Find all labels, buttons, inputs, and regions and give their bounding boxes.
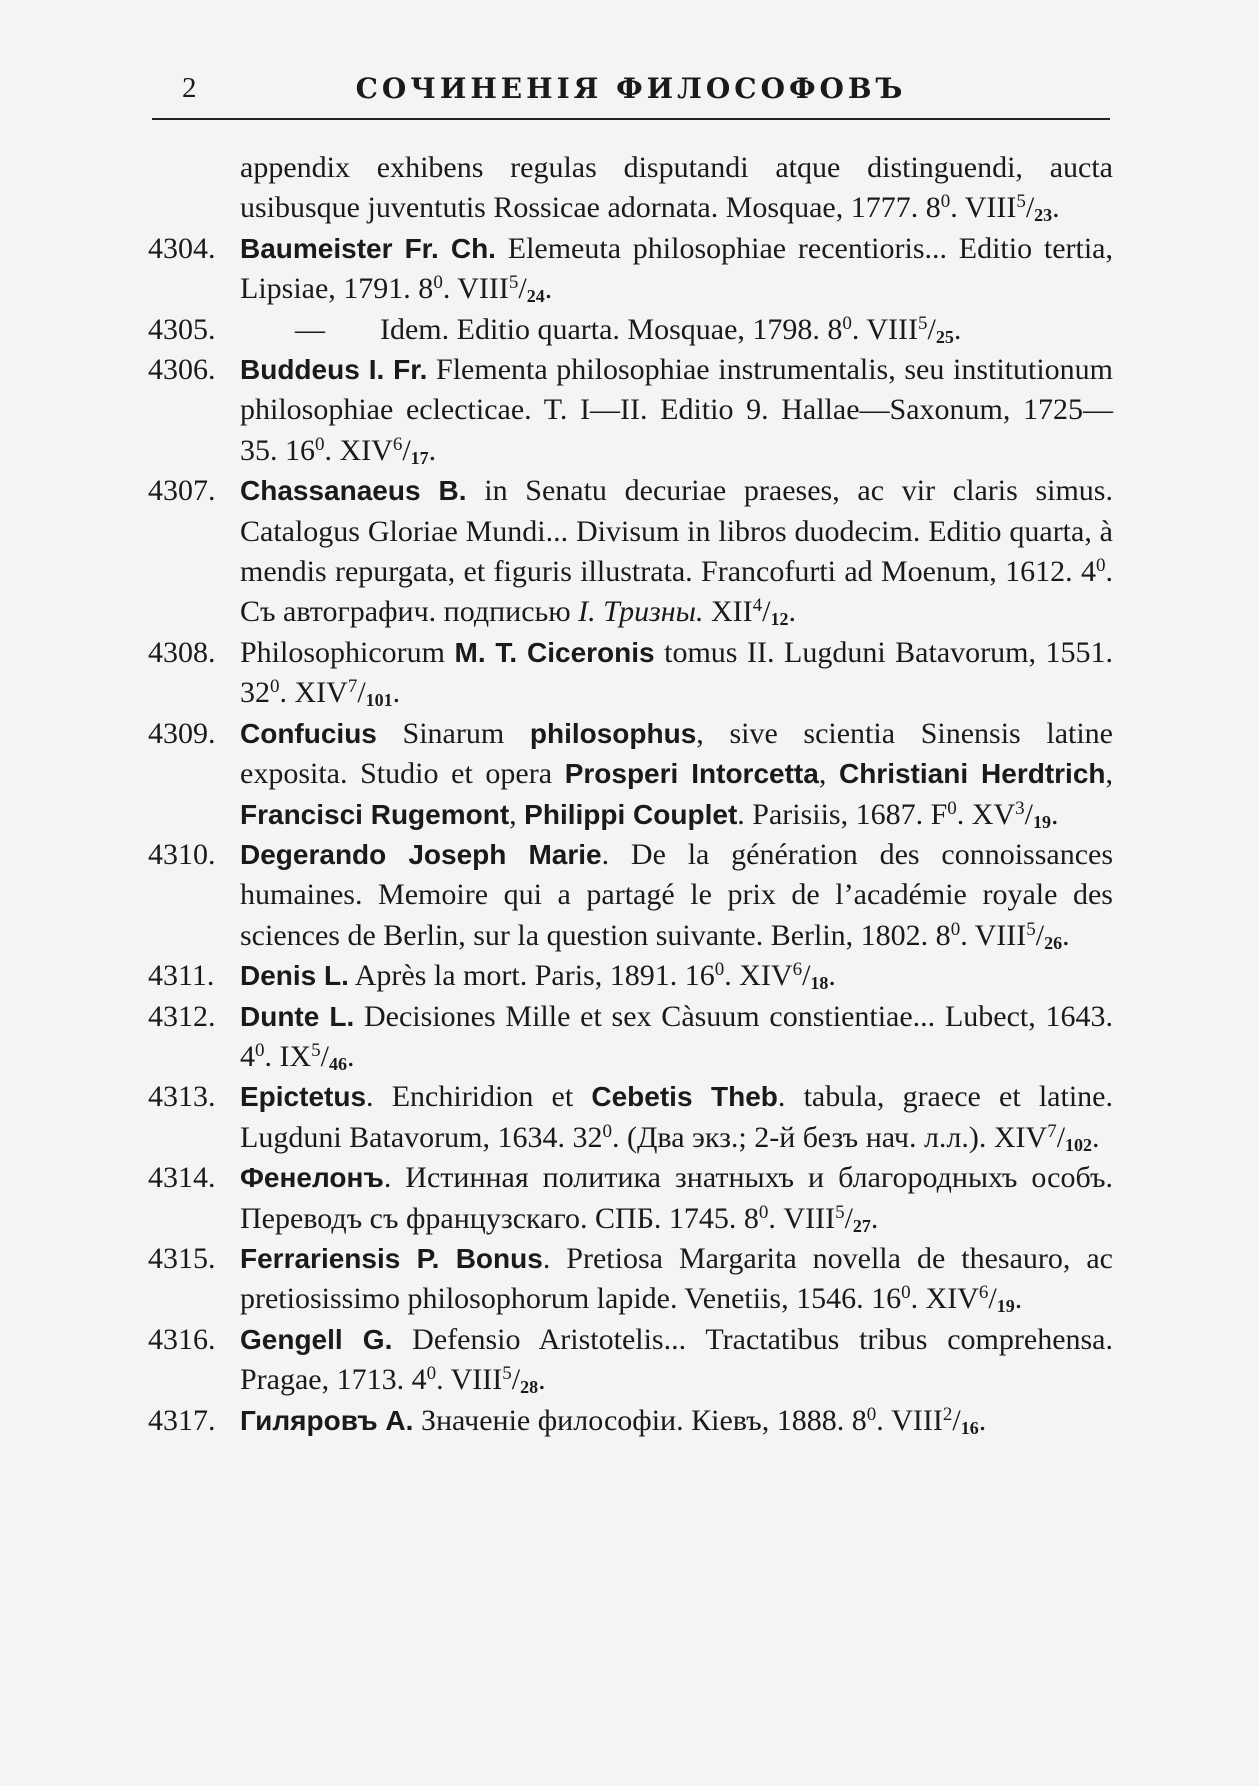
entry-text-segment: I. Тризны. xyxy=(578,595,704,629)
entry-text-segment: . xyxy=(953,312,962,346)
shelf-mark-part: 3 xyxy=(1015,797,1025,819)
catalog-entry xyxy=(148,956,1113,996)
entry-text-segment: . xyxy=(1050,797,1059,831)
catalog-entry xyxy=(148,350,1113,471)
author-name: Prosperi Intorcetta xyxy=(564,758,819,790)
entry-number: 4310. xyxy=(148,837,216,871)
entry-text xyxy=(240,229,1113,310)
entry-number: 4308. xyxy=(148,635,216,669)
catalog-entry xyxy=(148,835,1113,956)
entry-text-segment: / xyxy=(988,1282,997,1316)
entry-number: 4314. xyxy=(148,1161,216,1195)
entry-text-segment: Значеніе философіи. Кіевъ, 1888. 8 xyxy=(413,1403,867,1437)
entry-text-segment: . VIII xyxy=(950,191,1017,225)
shelf-mark-part: 0 xyxy=(602,1120,612,1142)
entry-text xyxy=(240,997,1113,1078)
entry-text-segment: / xyxy=(1056,1120,1066,1154)
shelf-mark-part: 12 xyxy=(770,609,789,630)
entry-text-segment: . (Два экз.; 2-й безъ нач. л.л.). XIV xyxy=(611,1120,1048,1154)
entry-text-segment: . XV xyxy=(956,797,1016,831)
entry-text-segment: . xyxy=(1062,918,1070,952)
catalog-entry xyxy=(148,310,1113,350)
shelf-mark-part: 0 xyxy=(866,1403,877,1425)
entry-text-segment: / xyxy=(802,959,811,993)
entry-text xyxy=(240,714,1113,835)
shelf-mark-part: 7 xyxy=(1047,1120,1057,1142)
entry-text-segment: tomus II. Lugduni Batavorum, 1551. 32 xyxy=(240,635,1113,710)
entry-text xyxy=(240,310,1113,350)
shelf-mark-part: 19 xyxy=(1032,811,1051,832)
shelf-mark-part: 0 xyxy=(940,191,951,213)
entry-text-segment: . Enchiridion et xyxy=(366,1080,592,1114)
author-name: Christiani Herdtrich xyxy=(838,758,1106,790)
entry-text-segment: . tabula, graece et latine. Lugduni Batavorum, 1634. 32 xyxy=(240,1080,1113,1154)
entry-text-segment: / xyxy=(511,1363,521,1397)
entry-text-segment: Decisiones Mille et sex Càsuum constientiae... Lubect, 1643. 4 xyxy=(240,999,1113,1073)
entry-text-segment: . xyxy=(1014,1282,1023,1316)
entry-number: 4316. xyxy=(148,1322,216,1356)
entry-text-segment: / xyxy=(1025,191,1035,225)
shelf-mark-part: 0 xyxy=(947,797,957,819)
entry-number: 4311. xyxy=(148,959,215,993)
catalog-entry xyxy=(148,1077,1113,1158)
author-name: Ferrariensis P. Bonus xyxy=(240,1242,543,1274)
catalog-entry xyxy=(148,1320,1113,1401)
author-name: Baumeister Fr. Ch. xyxy=(240,232,496,264)
author-name: M. T. Ciceronis xyxy=(454,636,655,668)
entry-text-segment: . IX xyxy=(264,1039,312,1073)
entry-text-segment: . Съ автографич. подписью xyxy=(240,555,1113,629)
entry-text-segment: . VIII xyxy=(442,272,509,306)
entry-text-segment: Defensio Aristotelis... Tractatibus tribus comprehensa. Pragae, 1713. 4 xyxy=(240,1322,1113,1397)
shelf-mark-part: 102 xyxy=(1065,1134,1093,1155)
entry-text-segment: in Senatu decuriae praeses, ac vir claris simus. Catalogus Gloriae Mundi... Divisum in libros duodecim. Editio quarta, à mendis repurgata, et figuris illustrata. Francofurti ad Moenum, 1612. 4 xyxy=(240,474,1113,589)
entry-number: 4317. xyxy=(148,1403,216,1437)
entry-text xyxy=(240,1401,1113,1441)
entry-text-segment: / xyxy=(402,433,411,467)
entry-text-segment: Sinarum xyxy=(376,716,530,750)
entry-text-segment: appendix exhibens regulas disputandi atque distinguendi, aucta usibusque juventutis Rossicae adornata. Mosquae, 1777. 8 xyxy=(240,151,1113,225)
shelf-mark-part: 23 xyxy=(1034,205,1053,226)
entry-text-segment: . xyxy=(870,1201,879,1235)
shelf-mark-part: 5 xyxy=(1016,191,1026,213)
entry-text-segment: . XIV xyxy=(324,433,393,467)
author-name: Фенелонъ xyxy=(240,1162,384,1194)
entry-text-segment: . xyxy=(538,1363,546,1397)
catalog-entry xyxy=(148,471,1113,633)
shelf-mark-part: 0 xyxy=(1096,555,1106,577)
entry-text-segment: Idem. Editio quarta. Mosquae, 1798. 8 xyxy=(380,312,843,346)
author-name: Epictetus xyxy=(240,1081,367,1113)
entry-text-segment: . XIV xyxy=(279,676,348,710)
shelf-mark-part: 0 xyxy=(758,1201,769,1223)
entry-number: 4315. xyxy=(148,1241,216,1275)
page-title: СОЧИНЕНІЯ ФИЛОСОФОВЪ xyxy=(355,72,907,105)
entry-text-segment: . xyxy=(392,676,401,710)
shelf-mark-part: 7 xyxy=(347,676,358,698)
entry-text-segment: / xyxy=(320,1039,329,1073)
entry-text xyxy=(240,471,1113,633)
page-number: 2 xyxy=(182,72,197,104)
shelf-mark-part: 4 xyxy=(752,595,763,617)
entry-text-segment: . VIII xyxy=(876,1403,943,1437)
entry-text-segment: . xyxy=(1092,1120,1100,1154)
author-name: Buddeus I. Fr. xyxy=(240,354,428,386)
author-name: Degerando Joseph Marie xyxy=(240,838,602,870)
entry-text-segment: . xyxy=(347,1039,355,1073)
entry-text-segment: / xyxy=(1035,918,1045,952)
entry-text-segment: Après la mort. Paris, 1891. 16 xyxy=(348,959,715,993)
entry-text xyxy=(240,148,1113,229)
entry-text-segment: Philosophicorum xyxy=(240,635,455,669)
entry-text-segment: / xyxy=(762,595,771,629)
catalog-entry xyxy=(148,1239,1113,1320)
shelf-mark-part: 28 xyxy=(520,1377,539,1398)
entry-text xyxy=(240,350,1113,471)
author-name: Denis L. xyxy=(240,960,349,992)
entry-text xyxy=(240,835,1113,956)
entry-text-segment: , xyxy=(1105,757,1113,791)
entry-text-segment: . xyxy=(828,959,836,993)
entry-text-segment: Flementa philosophiae instrumentalis, seu institutionum philosophiae eclecticae. T. I—II. Editio 9. Hallae—Saxonum, 1725—35. 16 xyxy=(240,353,1114,467)
entry-text-segment: . De la génération des connoissances humaines. Memoire qui a partagé le prix de l’académie royale des sciences de Berlin, sur la question suivante. Berlin, 1802. 8 xyxy=(240,837,1113,952)
author-name: Confucius xyxy=(240,717,377,749)
entry-text-segment: XII xyxy=(703,595,753,629)
catalog-entry xyxy=(148,714,1113,835)
entry-text xyxy=(240,1239,1113,1320)
author-name: Chassanaeus B. xyxy=(240,475,467,507)
catalog-entry xyxy=(148,229,1113,310)
entry-text-segment: , xyxy=(818,757,839,791)
entry-number: 4312. xyxy=(148,999,216,1033)
author-name: Francisci Rugemont xyxy=(240,798,510,830)
catalog-entry xyxy=(148,1401,1113,1441)
shelf-mark-part: 0 xyxy=(950,918,961,940)
entry-number: 4309. xyxy=(148,716,216,750)
entry-text-segment: . VIII xyxy=(851,312,919,346)
entry-text-segment: / xyxy=(927,312,936,346)
shelf-mark-part: 0 xyxy=(255,1039,265,1061)
shelf-mark-part: 5 xyxy=(1026,918,1036,940)
entry-text-segment: . Parisiis, 1687. F xyxy=(737,797,948,831)
shelf-mark-part: 5 xyxy=(918,312,928,334)
author-name: Гиляровъ А. xyxy=(240,1404,414,1436)
shelf-mark-part: 0 xyxy=(433,272,443,294)
entry-number: 4306. xyxy=(148,353,216,387)
entry-text-segment: / xyxy=(844,1201,853,1235)
shelf-mark-part: 17 xyxy=(410,447,429,468)
shelf-mark-part: 18 xyxy=(810,973,829,994)
shelf-mark-part: 101 xyxy=(365,690,393,711)
running-header xyxy=(152,66,1110,120)
entry-text-segment: . xyxy=(788,595,796,629)
entry-text-segment: Elemeuta philosophiae recentioris... Editio tertia, Lipsiae, 1791. 8 xyxy=(240,231,1114,306)
entry-text-segment: . VIII xyxy=(768,1201,836,1235)
shelf-mark-part: 0 xyxy=(426,1363,437,1385)
entry-text-segment: . xyxy=(978,1403,987,1437)
shelf-mark-part: 0 xyxy=(270,676,280,698)
entry-text-segment: . VIII xyxy=(960,918,1027,952)
entry-text-segment: — xyxy=(295,312,325,346)
shelf-mark-part: 46 xyxy=(329,1053,347,1074)
shelf-mark-part: 27 xyxy=(852,1215,871,1236)
shelf-mark-part: 6 xyxy=(978,1282,989,1304)
entry-text-segment: . xyxy=(544,272,553,306)
author-name: Dunte L. xyxy=(240,1000,355,1032)
entry-text-segment: / xyxy=(518,272,527,306)
entry-number: 4307. xyxy=(148,474,216,508)
entry-text xyxy=(240,1077,1113,1158)
shelf-mark-part: 2 xyxy=(942,1403,953,1425)
entry-text-segment: . xyxy=(428,433,437,467)
shelf-mark-part: 0 xyxy=(842,312,852,334)
shelf-mark-part: 5 xyxy=(835,1201,845,1223)
shelf-mark-part: 19 xyxy=(996,1296,1015,1317)
entry-text-segment: , sive scientia Sinensis latine exposita. Studio et opera xyxy=(240,716,1113,791)
entry-text xyxy=(240,956,1113,996)
entry-text-segment: / xyxy=(1024,797,1033,831)
entry-text-segment: , xyxy=(509,797,525,831)
shelf-mark-part: 25 xyxy=(935,326,954,347)
shelf-mark-part: 26 xyxy=(1044,932,1063,953)
entry-text xyxy=(240,633,1113,714)
entry-text-segment: / xyxy=(952,1403,961,1437)
entry-number: 4304. xyxy=(148,231,216,265)
catalog-entry xyxy=(148,1158,1113,1239)
entry-text-segment: . XIV xyxy=(724,959,793,993)
catalog-entry xyxy=(148,997,1113,1078)
entry-text-segment: . VIII xyxy=(436,1363,503,1397)
shelf-mark-part: 16 xyxy=(960,1417,979,1438)
entry-text xyxy=(240,1320,1113,1401)
shelf-mark-part: 0 xyxy=(315,433,325,455)
shelf-mark-part: 5 xyxy=(311,1039,321,1061)
author-name: philosophus xyxy=(529,717,697,749)
author-name: Philippi Couplet xyxy=(524,798,738,830)
catalog-entry xyxy=(148,148,1113,229)
shelf-mark-part: 0 xyxy=(901,1282,911,1304)
entry-text-segment: / xyxy=(357,676,366,710)
entry-text-segment: . XIV xyxy=(910,1282,979,1316)
shelf-mark-part: 0 xyxy=(714,959,725,981)
author-name: Gengell G. xyxy=(240,1323,393,1355)
entry-number: 4305. xyxy=(148,312,216,346)
shelf-mark-part: 5 xyxy=(502,1363,512,1385)
entry-text-segment: . xyxy=(1052,191,1060,225)
entry-text xyxy=(240,1158,1113,1239)
shelf-mark-part: 24 xyxy=(526,286,545,307)
catalog-entries xyxy=(148,148,1113,1441)
shelf-mark-part: 6 xyxy=(392,433,403,455)
shelf-mark-part: 6 xyxy=(792,959,803,981)
author-name: Cebetis Theb xyxy=(591,1081,778,1113)
entry-number: 4313. xyxy=(148,1080,216,1114)
entry-text-segment: . Истинная политика знатныхъ и благородныхъ особъ. Переводъ съ французскаго. СПБ. 1745. 8 xyxy=(240,1161,1113,1235)
entry-text-segment: . Pretiosa Margarita novella de thesauro, ac pretiosissimo philosophorum lapide. Venetiis, 1546. 16 xyxy=(240,1241,1113,1316)
shelf-mark-part: 5 xyxy=(508,272,519,294)
catalog-entry xyxy=(148,633,1113,714)
